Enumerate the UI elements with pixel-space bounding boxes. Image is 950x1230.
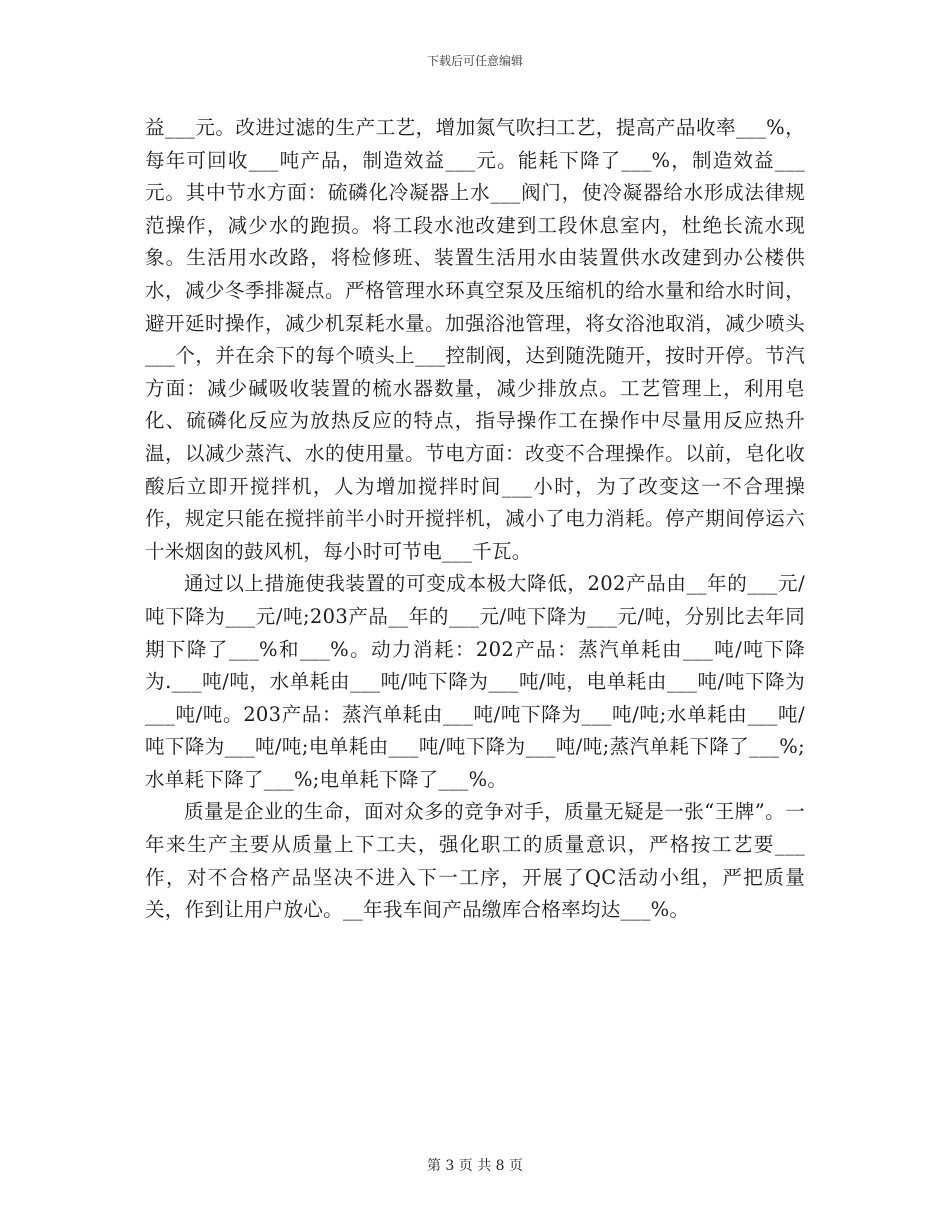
page-header: 下载后可任意编辑: [426, 54, 523, 68]
paragraph-1: 益___元。改进过滤的生产工艺，增加氮气吹扫工艺，提高产品收率___%，每年可回收___吨产品，制造效益___元。能耗下降了___%，制造效益___元。其中节水方面：硫磷化冷凝器上水___阀门，使冷凝器给水形成法律规范操作，减少水的跑损。将工段水池改建到工段休息室内，杜绝长流水现象。生活用水改路，将检修班、装置生活用水由装置供水改建到办公楼供水，减少冬季排凝点。严格管理水环真空泵及压缩机的给水量和给水时间，避开延时操作，减少机泵耗水量。加强浴池管理，将女浴池取消，减少喷头___个，并在余下的每个喷头上___控制阀，达到随洗随开，按时开停。节汽方面：减少碱吸收装置的梳水器数量，减少排放点。工艺管理上，利用皂化、硫磷化反应为放热反应的特点，指导操作工在操作中尽量用反应热升温，以减少蒸汽、水的使用量。节电方面：改变不合理操作。以前，皂化收酸后立即开搅拌机，人为增加搅拌时间___小时，为了改变这一不合理操作，规定只能在搅拌前半小时开搅拌机，减小了电力消耗。停产期间停运六十米烟囱的鼓风机，每小时可节电___千瓦。: [145, 116, 805, 563]
page-number-footer: 第 3 页 共 8 页: [426, 1158, 524, 1174]
paragraph-2: 通过以上措施使我装置的可变成本极大降低，202产品由__年的___元/吨下降为___元/吨;203产品__年的___元/吨下降为___元/吨，分别比去年同期下降了___%和___%。动力消耗：202产品：蒸汽单耗由___吨/吨下降为.___吨/吨，水单耗由___吨/吨下降为___吨/吨，电单耗由___吨/吨下降为___吨/吨。203产品：蒸汽单耗由___吨/吨下降为___吨/吨;水单耗由___吨/吨下降为___吨/吨;电单耗由___吨/吨下降为___吨/吨;蒸汽单耗下降了___%;水单耗下降了___%;电单耗下降了___%。: [145, 572, 805, 791]
document-body: [145, 112, 805, 927]
paragraph-3: 质量是企业的生命，面对众多的竞争对手，质量无疑是一张“王牌”。一年来生产主要从质量上下工夫，强化职工的质量意识，严格按工艺要___作，对不合格产品坚决不进入下一工序，开展了QC活动小组，严把质量关，作到让用户放心。__年我车间产品缴库合格率均达___%。: [145, 800, 805, 922]
